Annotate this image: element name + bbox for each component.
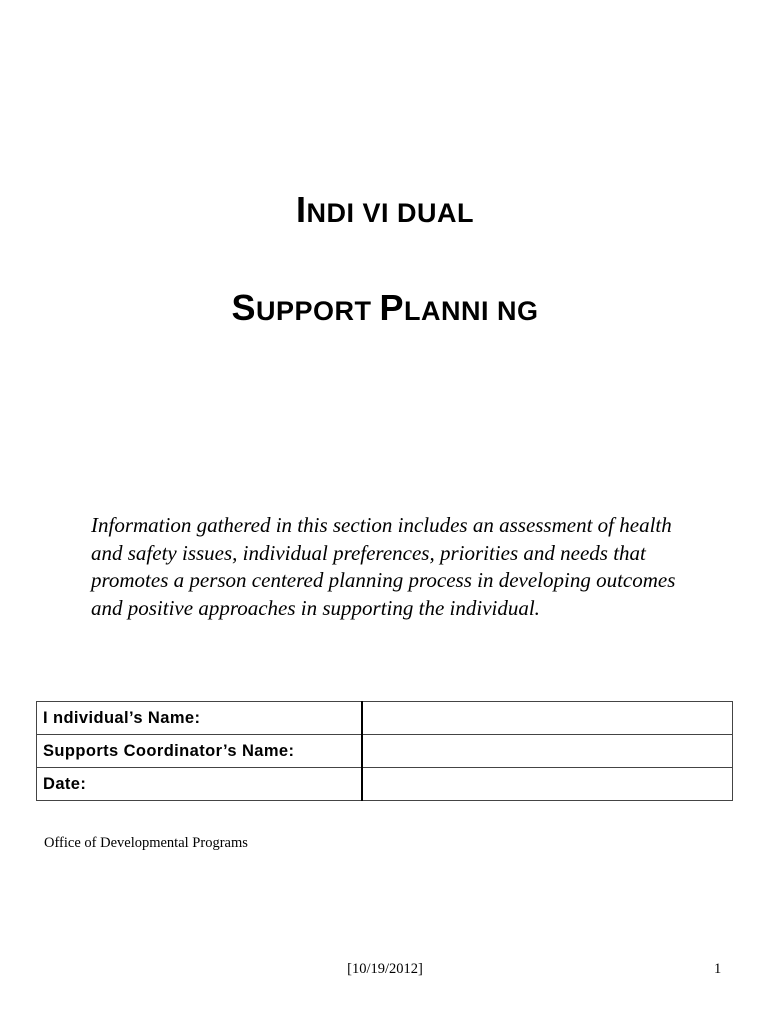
supports-coordinator-name-field[interactable] [362, 735, 732, 768]
title-text: LANNI NG [404, 296, 539, 326]
title-text: NDI VI DUAL [306, 198, 474, 228]
title-text: UPPORT [255, 296, 380, 326]
identification-form-table [36, 701, 733, 801]
date-label: Date: [37, 768, 363, 801]
date-field[interactable] [362, 768, 732, 801]
table-row [37, 702, 733, 735]
office-name: Office of Developmental Programs [44, 835, 248, 851]
document-title-line-2 [0, 287, 770, 329]
title-initial-letter: S [231, 287, 256, 328]
table-row [37, 735, 733, 768]
title-initial-letter: P [379, 287, 405, 328]
individual-name-field[interactable] [362, 702, 732, 735]
document-title-line-1 [0, 189, 770, 231]
supports-coordinator-name-label: Supports Coordinator’s Name: [37, 735, 363, 768]
page-number: 1 [714, 961, 722, 977]
individual-name-label: I ndividual’s Name: [37, 702, 363, 735]
footer-date: [10/19/2012] [347, 961, 423, 977]
title-initial-letter: I [295, 189, 307, 230]
intro-paragraph: Information gathered in this section includes an assessment of health and safety issues, individual preferences, priorities and needs that promotes a person centered planning process in developing outcomes and positive approaches in supporting the individual. [91, 513, 676, 620]
table-row [37, 768, 733, 801]
